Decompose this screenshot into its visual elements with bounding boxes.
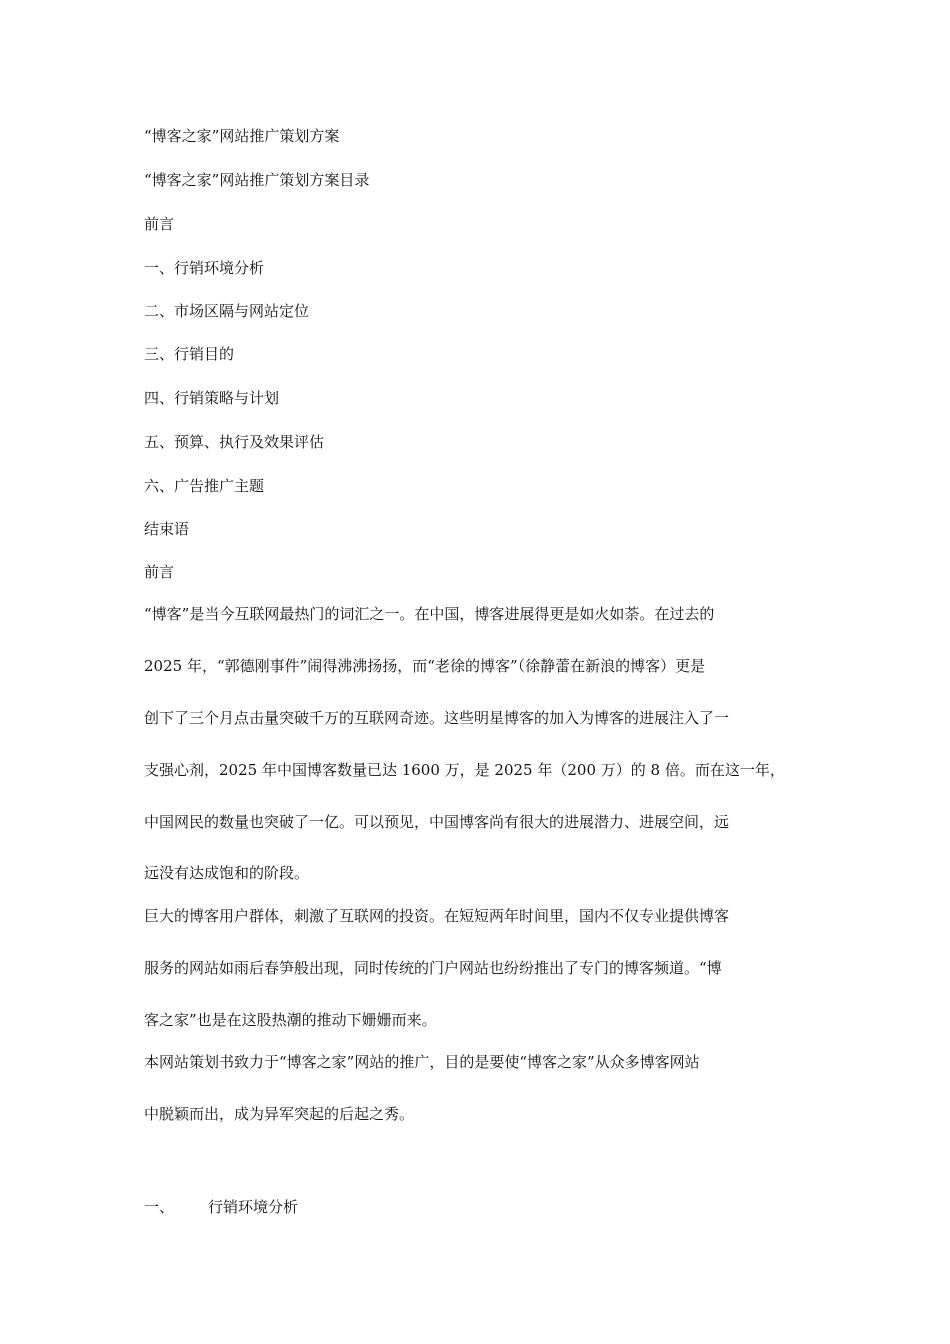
paragraph-line: 本网站策划书致力于“博客之家”网站的推广，目的是要使“博客之家”从众多博客网站 — [144, 1053, 700, 1071]
paragraph-line: 中国网民的数量也突破了一亿。可以预见，中国博客尚有很大的进展潜力、进展空间，远 — [144, 813, 730, 831]
paragraph-line: “博客”是当今互联网最热门的词汇之一。在中国，博客进展得更是如火如荼。在过去的 — [144, 605, 715, 623]
paragraph-line: 客之家”也是在这股热潮的推动下姗姗而来。 — [144, 1011, 437, 1029]
toc-item-1: 一、行销环境分析 — [144, 259, 265, 277]
toc-item-5: 五、预算、执行及效果评估 — [144, 433, 325, 451]
toc-item-3: 三、行销目的 — [144, 345, 235, 363]
toc-title: “博客之家”网站推广策划方案目录 — [144, 171, 370, 189]
paragraph-line: 服务的网站如雨后春笋般出现，同时传统的门户网站也纷纷推出了专门的博客频道。“博 — [144, 959, 722, 977]
document-title: “博客之家”网站推广策划方案 — [144, 127, 340, 145]
toc-item-2: 二、市场区隔与网站定位 — [144, 302, 310, 320]
paragraph-line: 中脱颖而出，成为异军突起的后起之秀。 — [144, 1105, 415, 1123]
paragraph-line: 远没有达成饱和的阶段。 — [144, 864, 310, 882]
paragraph-line: 巨大的博客用户群体，刺激了互联网的投资。在短短两年时间里，国内不仅专业提供博客 — [144, 907, 730, 925]
preface-heading: 前言 — [144, 563, 175, 581]
section-title: 行销环境分析 — [208, 1198, 299, 1216]
paragraph-line: 2025 年，“郭德刚事件”闹得沸沸扬扬，而“老徐的博客”（徐静蕾在新浪的博客）更是 — [144, 657, 706, 675]
section-1-heading — [144, 1197, 298, 1217]
paragraph-line: 创下了三个月点击量突破千万的互联网奇迹。这些明星博客的加入为博客的进展注入了一 — [144, 709, 730, 727]
toc-item-conclusion: 结束语 — [144, 520, 190, 538]
paragraph-line: 支强心剂，2025 年中国博客数量已达 1600 万，是 2025 年（200 万）的 8 倍。而在这一年， — [144, 761, 785, 779]
section-number: 一、 — [144, 1198, 175, 1216]
toc-item-6: 六、广告推广主题 — [144, 477, 265, 495]
toc-item-preface: 前言 — [144, 215, 175, 233]
toc-item-4: 四、行销策略与计划 — [144, 389, 280, 407]
